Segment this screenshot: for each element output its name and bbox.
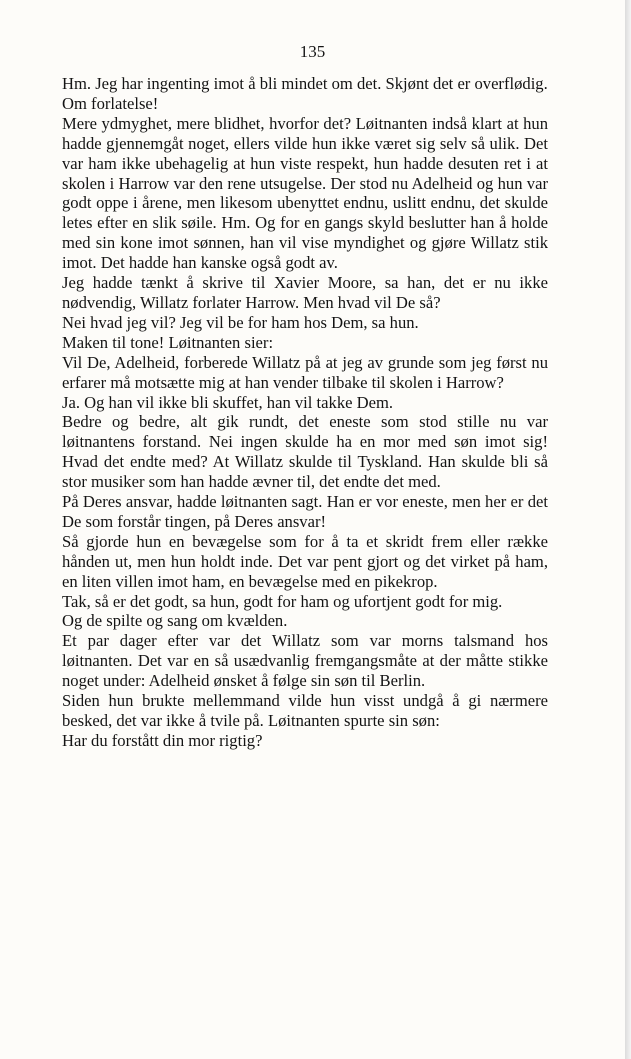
- paragraph: På Deres ansvar, hadde løitnanten sagt. Han er vor eneste, men her er det De som forstår tingen, på Deres ansvar!: [62, 492, 548, 531]
- paragraph: Vil De, Adelheid, forberede Willatz på at jeg av grunde som jeg først nu erfarer må motsætte mig at han vender tilbake til skolen i Harrow?: [62, 352, 548, 392]
- paragraph: Mere ydmyghet, mere blidhet, hvorfor det? Løitnanten indså klart at hun hadde gjennemgåt noget, ellers vilde hun ikke været sig selv så ulik. Det var ham ikke ubehagelig at hun viste respekt, hun hadde desuten ret i at skolen i Harrow var den rene utsugelse. Der stod nu Adelheid og hun var godt oppe i årene, men likesom ubenyttet endnu, uslitt endnu, det skulde letes efter en slik søile. Hm. Og for en gangs skyld beslutter han å holde med sin kone imot sønnen, han vil vise myndighet og gjøre Willatz stik imot. Det hadde han kanske også godt av.: [62, 113, 548, 273]
- body-text: [62, 74, 548, 751]
- paragraph: Nei hvad jeg vil? Jeg vil be for ham hos Dem, sa hun.: [62, 312, 419, 332]
- paragraph: Hm. Jeg har ingenting imot å bli mindet om det. Skjønt det er overflødig.: [62, 74, 548, 93]
- page-number: 135: [299, 42, 326, 61]
- paragraph: Har du forstått din mor rigtig?: [62, 730, 263, 750]
- paragraph: Så gjorde hun en bevægelse som for å ta et skridt frem eller række hånden ut, men hun holdt inde. Det var pent gjort og det virket på ham, en liten villen imot ham, en bevægelse med en pikekrop.: [62, 531, 548, 591]
- paragraph: Et par dager efter var det Willatz som var morns talsmand hos løitnanten. Det var en så usædvanlig fremgangsmåte at der måtte stikke noget under: Adelheid ønsket å følge sin søn til Berlin.: [62, 631, 548, 691]
- paragraph: Maken til tone! Løitnanten sier:: [62, 332, 274, 352]
- paragraph: Og de spilte og sang om kvælden.: [62, 611, 288, 631]
- paragraph: Tak, så er det godt, sa hun, godt for ham og ufortjent godt for mig.: [62, 591, 503, 611]
- page-edge: [625, 0, 631, 1059]
- paragraph: Om forlatelse!: [62, 93, 159, 113]
- paragraph: Jeg hadde tænkt å skrive til Xavier Moore, sa han, det er nu ikke nødvendig, Willatz forlater Harrow. Men hvad vil De så?: [62, 273, 548, 312]
- paragraph: Ja. Og han vil ikke bli skuffet, han vil takke Dem.: [62, 392, 394, 412]
- paragraph: Siden hun brukte mellemmand vilde hun visst undgå å gi nærmere besked, det var ikke å tvile på. Løitnanten spurte sin søn:: [62, 691, 548, 730]
- paragraph: Bedre og bedre, alt gik rundt, det eneste som stod stille nu var løitnantens forstand. Nei ingen skulde ha en mor med søn imot sig! Hvad det endte med? At Willatz skulde til Tyskland. Han skulde bli så stor musiker som han hadde ævner til, det endte det med.: [62, 412, 548, 492]
